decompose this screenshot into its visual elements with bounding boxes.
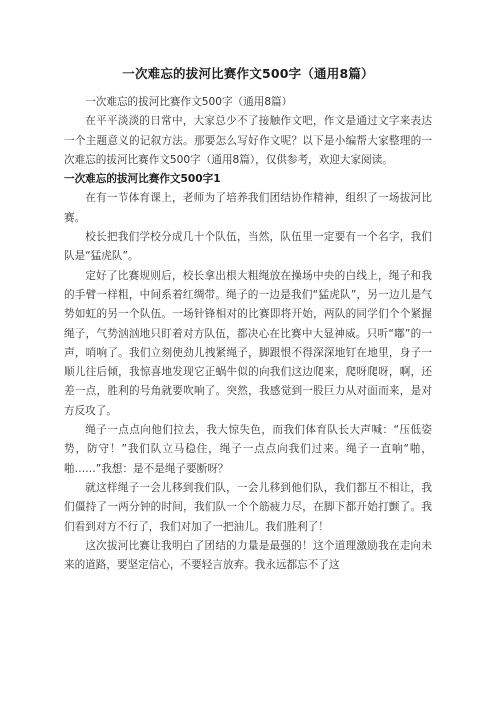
document-title: 一次难忘的拔河比赛作文500字（通用8篇） <box>122 66 374 81</box>
paragraph-intro: 在平平淡淡的日常中，大家总少不了接触作文吧，作文是通过文字来表达一个主题意义的记叙方法。那要怎么写好作文呢？以下是小编帮大家整理的一次难忘的拔河比赛作文500字（通用8篇），仅供参考，欢迎大家阅读。 <box>64 115 432 166</box>
section-heading: 一次难忘的拔河比赛作文500字1 <box>64 173 221 186</box>
paragraph: 这次拔河比赛让我明白了团结的力量是最强的！这个道理激励我在走向未来的道路，要坚定信心，不要轻言放弃。我永远都忘不了这 <box>64 539 432 572</box>
paragraph: 在有一节体育课上，老师为了培养我们团结协作精神，组织了一场拔河比赛。 <box>64 192 432 224</box>
paragraph: 定好了比赛规则后，校长拿出根大粗绳放在操场中央的白线上，绳子和我的手臂一样粗，中间系着红绸带。绳子的一边是我们“猛虎队”，另一边儿是气势如虹的另一个队伍。一场针锋相对的比赛即将开始，两队的同学们个个紧握绳子，气势汹汹地只盯着对方队伍，都决心在比赛中大显神威。只听“嘟”的一声，哨响了。我们立刻使劲儿拽紧绳子，脚跟恨不得深深地钉在地里，身子一顺儿往后倾，我惊喜地发现它正蜗牛似的向我们这边爬来，爬呀爬呀，啊，还差一点，胜利的号角就要吹响了。突然，我感觉到一股巨力从对面而来，是对方反攻了。 <box>64 269 432 417</box>
paragraph: 就这样绳子一会儿移到我们队，一会儿移到他们队，我们都互不相让，我们僵持了一两分钟的时间，我们队一个个筋疲力尽，在脚下都开始打颤了。我们看到对方不行了，我们对加了一把油儿。我们胜利了！ <box>64 481 432 533</box>
paragraph: 校长把我们学校分成几十个队伍，当然，队伍里一定要有一个名字，我们队是“猛虎队”。 <box>64 231 432 263</box>
paragraph: 绳子一点点向他们拉去，我大惊失色，而我们体育队长大声喊：“压低姿势，防守！”我们队立马稳住，绳子一点点向我们过来。绳子一直响“啪，啪……”我想：是不是绳子要断呀？ <box>64 424 432 475</box>
document-body <box>64 93 432 575</box>
paragraph-subtitle: 一次难忘的拔河比赛作文500字（通用8篇） <box>85 96 293 108</box>
